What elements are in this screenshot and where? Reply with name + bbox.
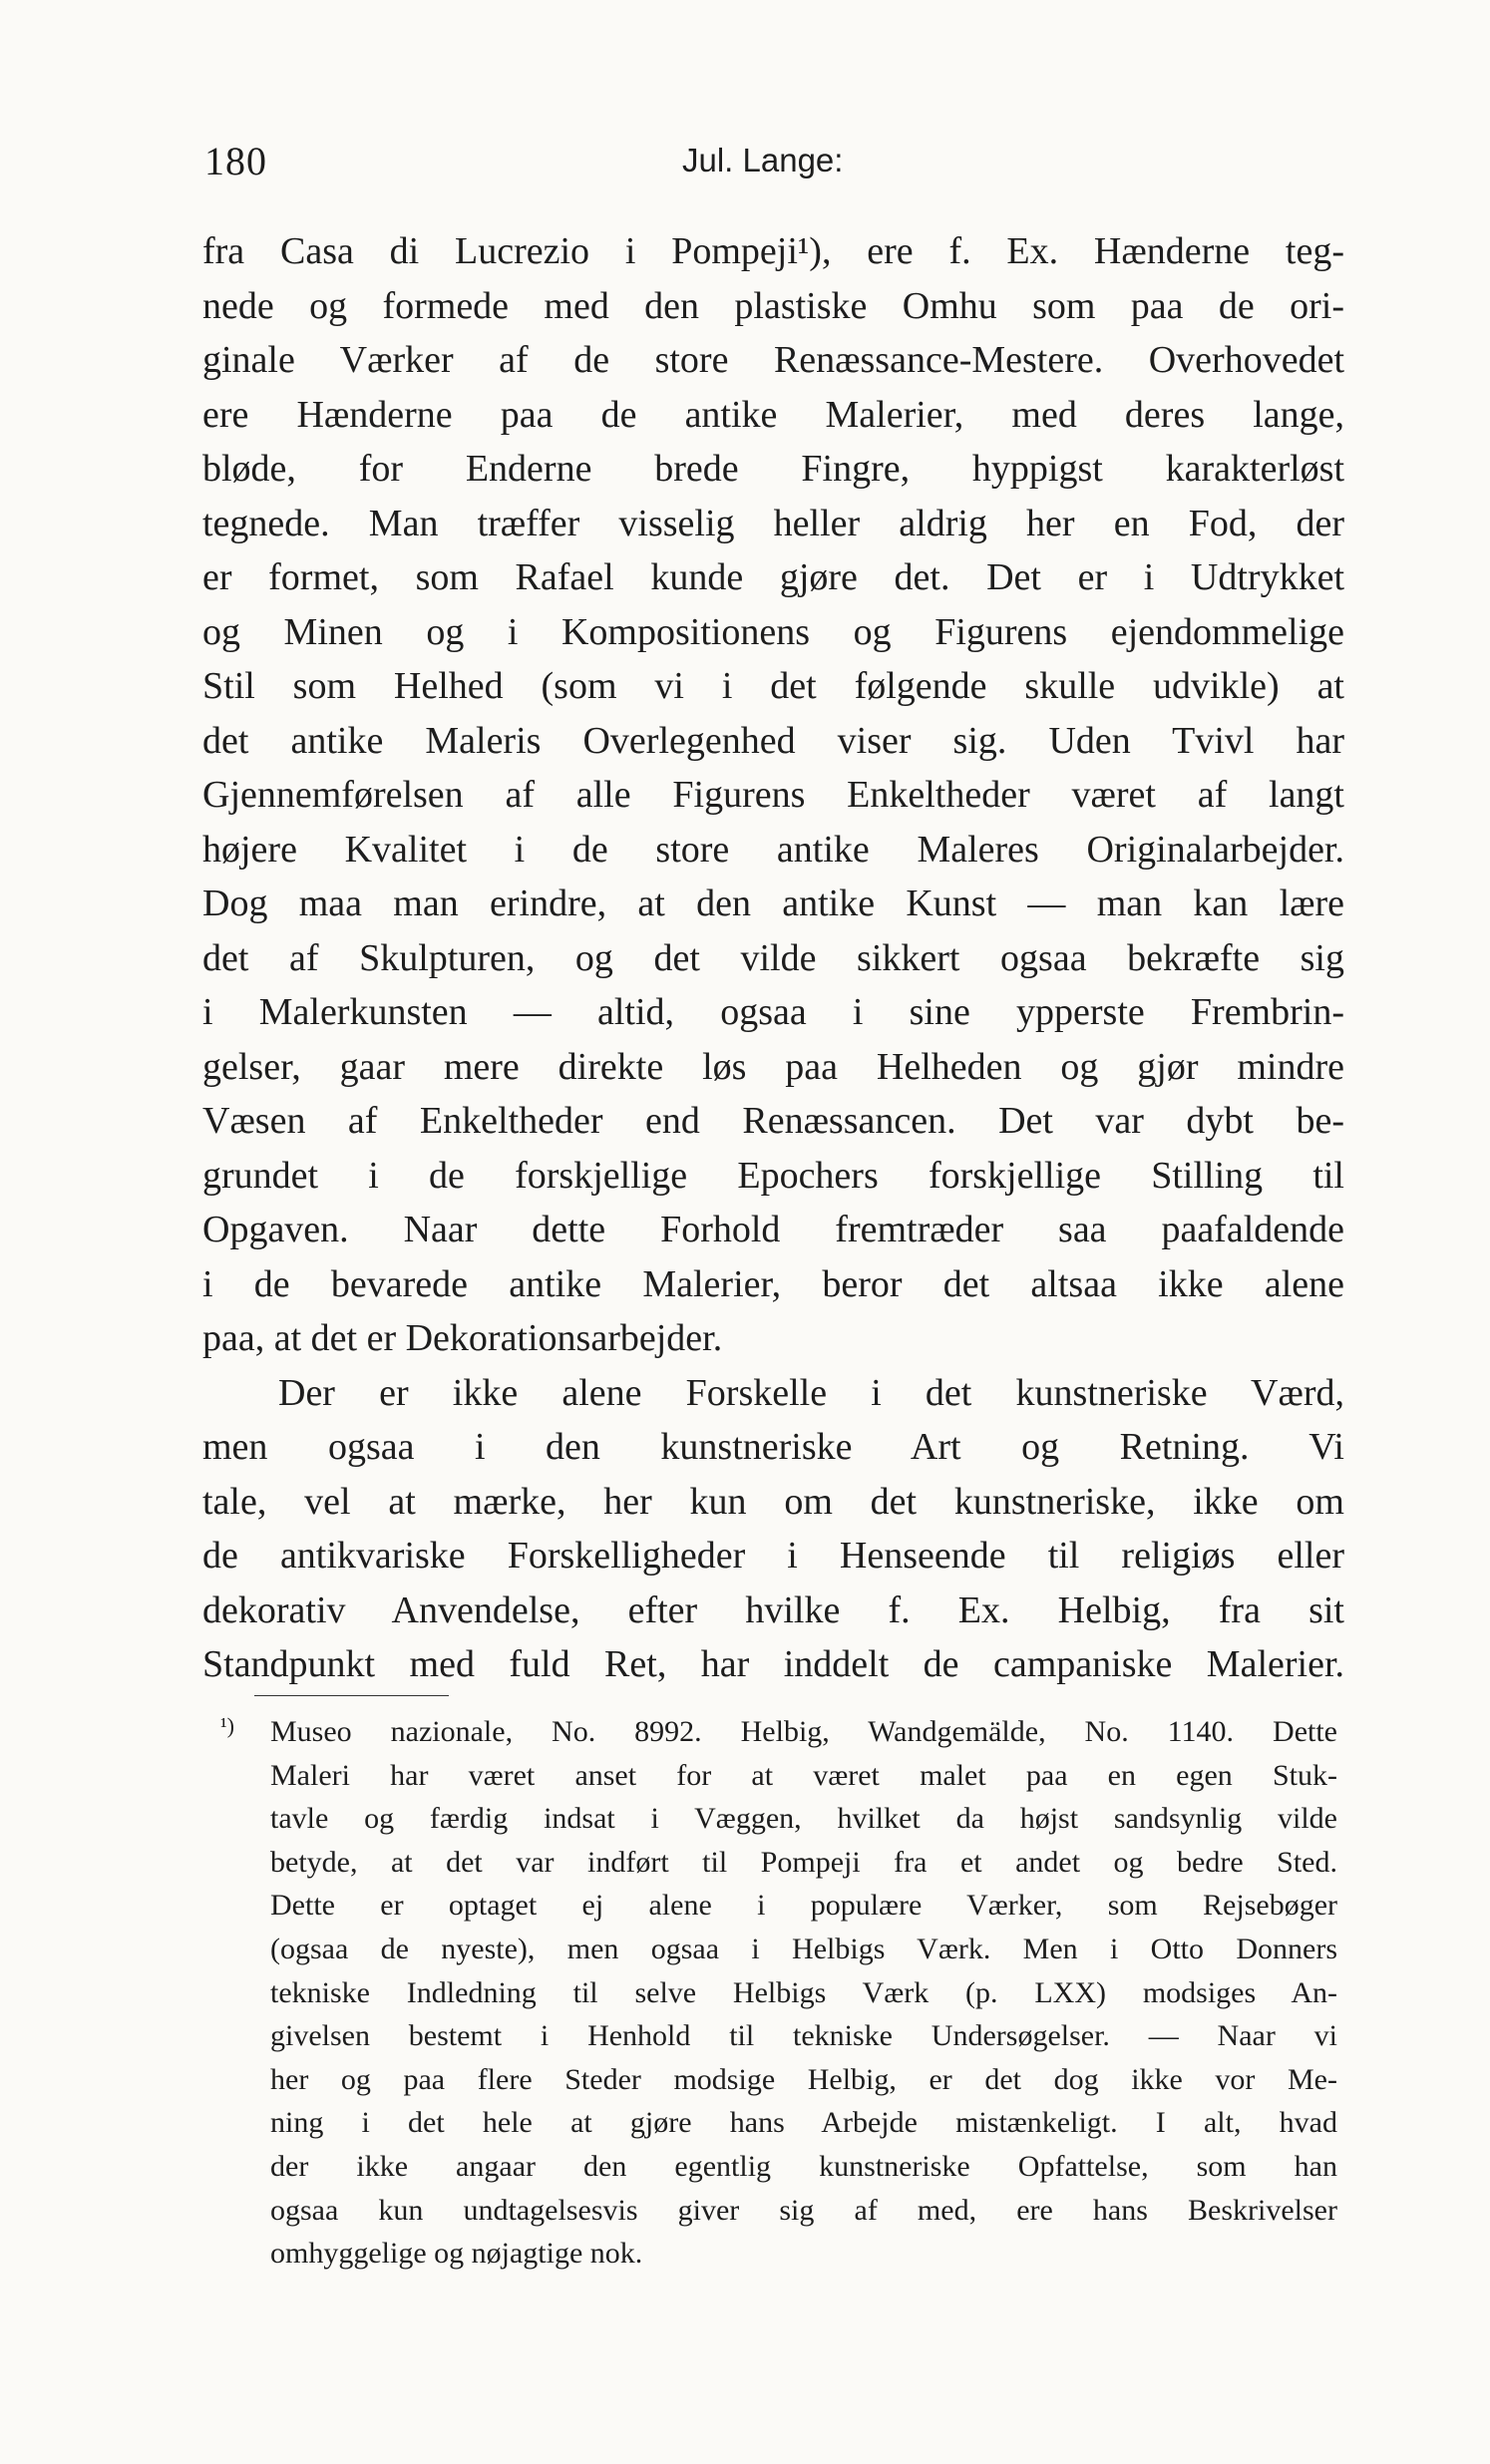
text-line: Dog maa man erindre, at den antike Kunst — man kan lære — [202, 882, 1344, 924]
footnote-text: Museo nazionale, No. 8992. Helbig, Wandgemälde, No. 1140. Dette — [270, 1715, 1337, 1748]
footnote-rule — [254, 1695, 449, 1696]
footnote-line: givelsen bestemt i Henhold til tekniske Undersøgelser. — Naar vi — [270, 2019, 1337, 2053]
footnote-line: tekniske Indledning til selve Helbigs Værk (p. LXX) modsiges An- — [270, 1975, 1337, 2009]
text-line: højere Kvalitet i de store antike Maleres Originalarbejder. — [202, 828, 1344, 871]
text-line: i Malerkunsten — altid, ogsaa i sine ypperste Frembrin- — [202, 991, 1344, 1033]
text-line: fra Casa di Lucrezio i Pompeji¹), ere f. Ex. Hænderne teg- — [202, 230, 1344, 272]
footnote-line: der ikke angaar den egentlig kunstneriske Opfattelse, som han — [270, 2149, 1337, 2183]
running-head: Jul. Lange: — [682, 142, 844, 178]
text-line: Gjennemførelsen af alle Figurens Enkeltheder været af langt — [202, 774, 1344, 816]
text-line: grundet i de forskjellige Epochers forskjellige Stilling til — [202, 1154, 1344, 1197]
text-line: gelser, gaar mere direkte løs paa Helheden og gjør mindre — [202, 1045, 1344, 1088]
text-line: ginale Værker af de store Renæssance-Mestere. Overhovedet — [202, 339, 1344, 381]
footnote-line — [202, 1710, 1337, 1754]
text-line: det antike Maleris Overlegenhed viser sig. Uden Tvivl har — [202, 719, 1344, 762]
text-line: i de bevarede antike Malerier, beror det altsaa ikke alene — [202, 1262, 1344, 1305]
text-line: Der er ikke alene Forskelle i det kunstneriske Værd, — [278, 1371, 1344, 1414]
text-line: tegnede. Man træffer visselig heller aldrig her en Fod, der — [202, 502, 1344, 544]
footnote-line: (ogsaa de nyeste), men ogsaa i Helbigs Værk. Men i Otto Donners — [270, 1932, 1337, 1965]
footnotes — [202, 1710, 1337, 2276]
text-line: er formet, som Rafael kunde gjøre det. Det er i Udtrykket — [202, 556, 1344, 598]
footnote-line: Maleri har været anset for at været malet paa en egen Stuk- — [270, 1758, 1337, 1792]
text-line: Standpunkt med fuld Ret, har inddelt de campaniske Malerier. — [202, 1643, 1344, 1685]
text-line: nede og formede med den plastiske Omhu som paa de ori- — [202, 284, 1344, 327]
footnote-line: ning i det hele at gjøre hans Arbejde mistænkeligt. I alt, hvad — [270, 2106, 1337, 2140]
text-line: Stil som Helhed (som vi i det følgende skulle udvikle) at — [202, 665, 1344, 707]
footnote-line: Dette er optaget ej alene i populære Værker, som Rejsebøger — [270, 1889, 1337, 1923]
text-line: paa, at det er Dekorationsarbejder. — [202, 1317, 723, 1359]
footnote-line: omhyggelige og nøjagtige nok. — [270, 2237, 643, 2271]
text-line: og Minen og i Kompositionens og Figurens ejendommelige — [202, 610, 1344, 653]
text-line: Opgaven. Naar dette Forhold fremtræder saa paafaldende — [202, 1209, 1344, 1250]
body-text — [202, 224, 1344, 1692]
text-line: de antikvariske Forskelligheder i Henseende til religiøs eller — [202, 1535, 1344, 1577]
text-line: men ogsaa i den kunstneriske Art og Retning. Vi — [202, 1426, 1344, 1468]
text-line: bløde, for Enderne brede Fingre, hyppigst karakterløst — [202, 448, 1344, 490]
page-number: 180 — [204, 139, 267, 183]
text-line: det af Skulpturen, og det vilde sikkert ogsaa bekræfte sig — [202, 936, 1344, 979]
footnote-line: betyde, at det var indført til Pompeji fra et andet og bedre Sted. — [270, 1845, 1337, 1879]
footnote-line: her og paa flere Steder modsige Helbig, er det dog ikke vor Me- — [270, 2062, 1337, 2096]
text-line: Væsen af Enkeltheder end Renæssancen. Det var dybt be- — [202, 1100, 1344, 1142]
text-line: dekorativ Anvendelse, efter hvilke f. Ex. Helbig, fra sit — [202, 1588, 1344, 1631]
footnote-line: tavle og færdig indsat i Væggen, hvilket da højst sandsynlig vilde — [270, 1802, 1337, 1836]
footnote-marker: ¹) — [220, 1713, 234, 1738]
text-line: ere Hænderne paa de antike Malerier, med deres lange, — [202, 393, 1344, 436]
text-line: tale, vel at mærke, her kun om det kunstneriske, ikke om — [202, 1480, 1344, 1523]
footnote-line: ogsaa kun undtagelsesvis giver sig af med, ere hans Beskrivelser — [270, 2193, 1337, 2227]
